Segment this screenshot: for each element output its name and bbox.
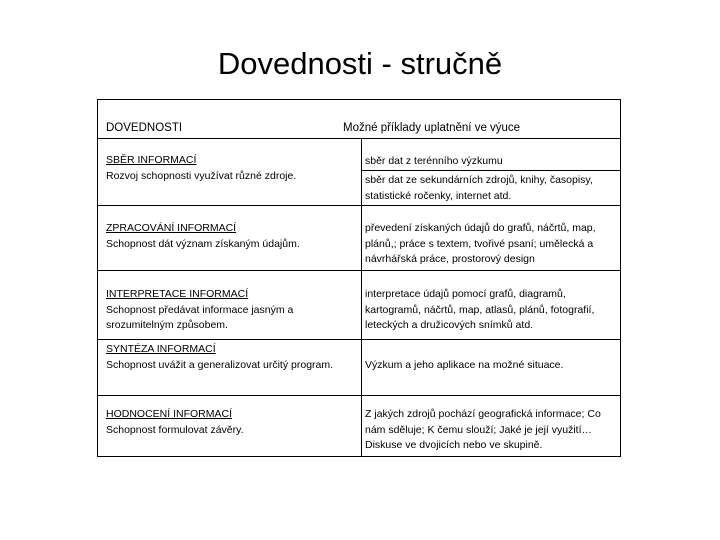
divider-column — [361, 138, 362, 456]
table-row-example: převedení získaných údajů do grafů, náčrtů, map, plánů,; práce s textem, tvořivé psaní; umělecká a návrhářská práce, prostorový design — [365, 222, 596, 265]
skill-description: Schopnost uvážit a generalizovat určitý program. — [106, 358, 334, 371]
skill-description: Rozvoj schopnosti využívat různé zdroje. — [106, 169, 297, 182]
table-row-example: sběr dat z terénního výzkumu — [365, 155, 503, 167]
table-row-skill — [106, 153, 356, 184]
skill-description: Schopnost dát význam získaným údajům. — [106, 237, 300, 250]
skill-description: Schopnost předávat informace jasným a srozumitelným způsobem. — [106, 303, 294, 331]
skill-title: HODNOCENÍ INFORMACÍ — [106, 408, 232, 420]
skill-title: SBĚR INFORMACÍ — [106, 154, 197, 166]
table-row-example: interpretace údajů pomocí grafů, diagramů, kartogramů, náčrtů, map, atlasů, plánů, fotografií, leteckých a družicových snímků atd. — [365, 288, 595, 331]
divider-subrow — [361, 170, 620, 171]
table-row-example: Výzkum a jeho aplikace na možné situace. — [365, 359, 564, 371]
table-row-example: sběr dat ze sekundárních zdrojů, knihy, časopisy, statistické ročenky, internet atd. — [365, 174, 593, 202]
skill-title: ZPRACOVÁNÍ INFORMACÍ — [106, 222, 237, 234]
skill-description: Schopnost formulovat závěry. — [106, 423, 244, 436]
header-skills: DOVEDNOSTI — [106, 122, 183, 134]
skill-title: SYNTÉZA INFORMACÍ — [106, 343, 216, 355]
header-examples: Možné příklady uplatnění ve výuce — [343, 122, 521, 134]
table-row-skill — [106, 221, 356, 252]
divider-header — [98, 138, 620, 139]
page-title: Dovednosti - stručně — [217, 46, 503, 81]
table-row-skill — [106, 342, 356, 373]
divider-row — [98, 395, 620, 396]
table-row-example: Z jakých zdrojů pochází geografická informace; Co nám sděluje; K čemu slouží; Jaké je její využití… Diskuse ve dvojicích nebo ve skupině. — [365, 408, 601, 451]
skill-title: INTERPRETACE INFORMACÍ — [106, 288, 249, 300]
table-row-skill — [106, 407, 356, 438]
table-row-skill — [106, 287, 356, 334]
divider-row — [98, 339, 620, 340]
skills-table — [97, 99, 621, 457]
divider-row — [98, 270, 620, 271]
divider-row — [98, 205, 620, 206]
